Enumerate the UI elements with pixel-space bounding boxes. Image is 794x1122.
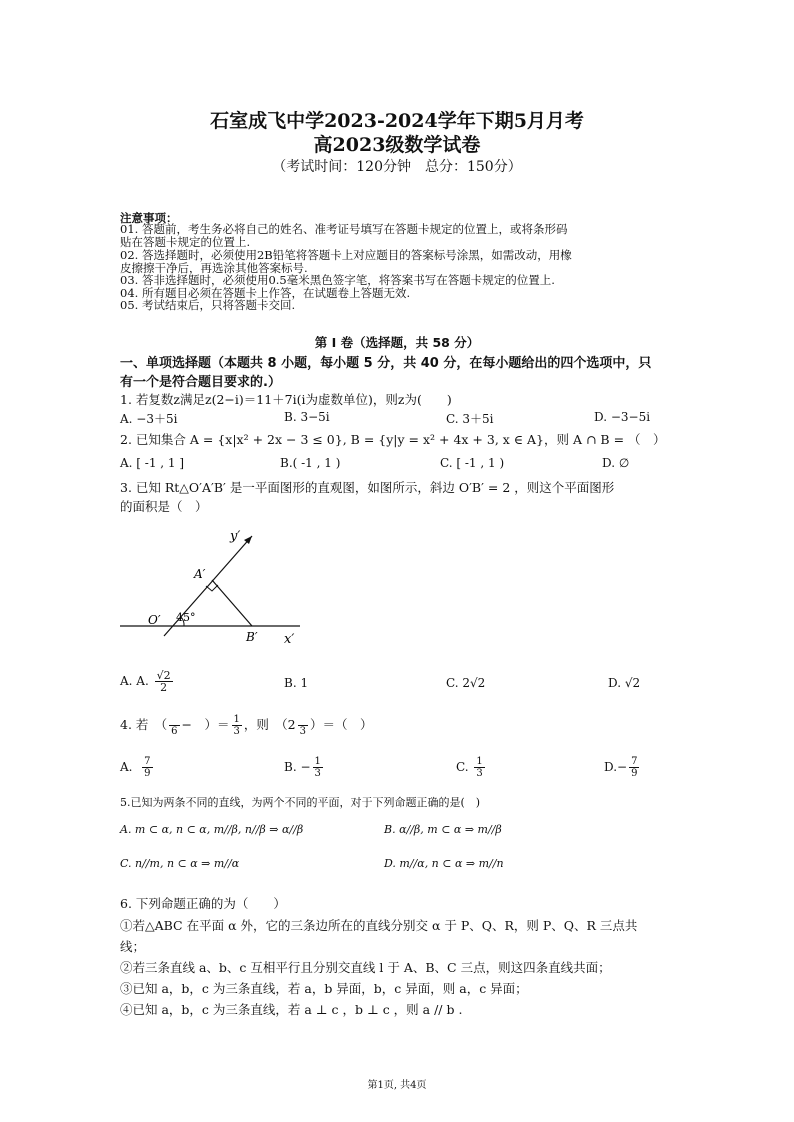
notice-line: 02. 答选择题时，必须使用2B铅笔将答题卡上对应题目的答案标号涂黑，如需改动，用橡 [120, 248, 572, 262]
question-4-option-b: B. − $\frac{1}{3}$ [284, 756, 321, 779]
question-5-option-a: A. m ⊂ α, n ⊂ α, m//β, n//β ⇒ α//β [120, 823, 304, 836]
question-3-stem-line2: 的面积是（ ） [120, 499, 208, 514]
exam-title-line2: 高2023级数学试卷 [313, 134, 481, 156]
angle-label: 45° [176, 611, 196, 624]
question-2-option-d: D. ∅ [602, 456, 630, 470]
question-1-option-d: D. −3−5i [594, 410, 651, 424]
question-6-statement: ③已知 a，b，c 为三条直线，若 a，b 异面，b，c 异面，则 a，c 异面； [120, 981, 528, 996]
question-6-statement: ④已知 a，b，c 为三条直线，若 a ⊥ c ，b ⊥ c ，则 a // b . [120, 1002, 463, 1017]
question-5-option-b: B. α//β, m ⊂ α ⇒ m//β [384, 823, 502, 836]
question-3-stem-line1: 3. 已知 Rt△O′A′B′ 是一平面图形的直观图，如图所示，斜边 O′B′ = 2 ，则这个平面图形 [120, 480, 615, 495]
segment-a-b [212, 580, 252, 626]
part-title-line2: 有一个是符合题目要求的.） [120, 375, 281, 390]
notice-line: 皮擦擦干净后，再选涂其他答案标号. [120, 261, 308, 275]
notice-line: 贴在答题卡规定的位置上. [120, 235, 251, 249]
notice-line: 04. 所有题目必须在答题卡上作答，在试题卷上答题无效. [120, 286, 411, 300]
question-2-option-c: C. [ -1 , 1 ) [440, 456, 505, 470]
y-axis-label: y′ [230, 529, 241, 544]
exam-title-line1: 石室成飞中学2023-2024学年下期5月月考 [210, 110, 584, 132]
question-3-option-b: B. 1 [284, 676, 309, 690]
point-a-label: A′ [194, 567, 206, 581]
question-2-stem: 2. 已知集合 A = {x|x² + 2x − 3 ≤ 0}, B = {y|y = x² + 4x + 3, x ∈ A}，则 A ∩ B = （ ） [120, 432, 666, 447]
section-title: 第 I 卷（选择题，共 58 分） [314, 335, 480, 350]
question-5-option-d: D. m//α, n ⊂ α ⇒ m//n [384, 857, 504, 870]
notice-line: 01. 答题前，考生务必将自己的姓名、准考证号填写在答题卡规定的位置上，或将条形码 [120, 222, 568, 236]
question-4-option-a: A. $\frac{7}{9}$ [120, 756, 151, 779]
x-axis-label: x′ [284, 632, 295, 647]
question-3-option-d: D. √2 [608, 676, 641, 690]
part-title-line1: 一、单项选择题（本题共 8 小题，每小题 5 分，共 40 分，在每小题给出的四个选项中，只 [120, 356, 652, 371]
question-4-stem: 4. 若 （ 6 − ）＝ $\frac{1}{3}$ ，则 （2 3 ）＝（ ） [120, 714, 373, 737]
question-6-statement: 线； [120, 939, 146, 954]
notice-heading: 注意事项： [120, 211, 178, 225]
question-5-option-c: C. n//m, n ⊂ α ⇒ m//α [120, 857, 240, 870]
question-4-option-c: C. $\frac{1}{3}$ [456, 756, 483, 779]
question-4-option-d: D.− $\frac{7}{9}$ [604, 756, 638, 779]
page-number: 第1页, 共4页 [367, 1080, 427, 1091]
question-1-stem: 1. 若复数z满足z(2−i)＝11＋7i(i为虚数单位)，则z为( ) [120, 392, 452, 407]
question-6-statement: ①若△ABC 在平面 α 外，它的三条边所在的直线分别交 α 于 P、Q、R，则 P、Q、R 三点共 [120, 918, 638, 933]
question-1-option-a: A. −3＋5i [120, 412, 178, 426]
y-axis-arrow [244, 536, 252, 544]
question-1-option-b: B. 3−5i [284, 410, 330, 424]
oblique-projection-figure [110, 520, 310, 650]
exam-info: （考试时间：120分钟 总分：150分） [272, 159, 522, 175]
question-2-option-b: B.( -1 , 1 ) [280, 456, 341, 470]
point-o-label: O′ [148, 613, 161, 627]
question-3-option-c: C. 2√2 [446, 676, 486, 690]
question-1-option-c: C. 3＋5i [446, 412, 494, 426]
notice-line: 03. 答非选择题时，必须使用0.5毫米黑色签字笔，将答案书写在答题卡规定的位置上. [120, 273, 555, 287]
question-6-statement: ②若三条直线 a、b、c 互相平行且分别交直线 l 于 A、B、C 三点，则这四条直线共面； [120, 960, 611, 975]
notice-line: 05. 考试结束后，只将答题卡交回. [120, 298, 296, 312]
question-5-stem: 5.已知为两条不同的直线，为两个不同的平面，对于下列命题正确的是( ) [120, 796, 481, 809]
question-3-option-a: A. A. $\frac{√2}{2}$ [120, 669, 171, 694]
question-2-option-a: A. [ -1 , 1 ] [120, 456, 185, 470]
question-6-stem: 6. 下列命题正确的为（ ） [120, 896, 286, 911]
point-b-label: B′ [246, 630, 258, 644]
